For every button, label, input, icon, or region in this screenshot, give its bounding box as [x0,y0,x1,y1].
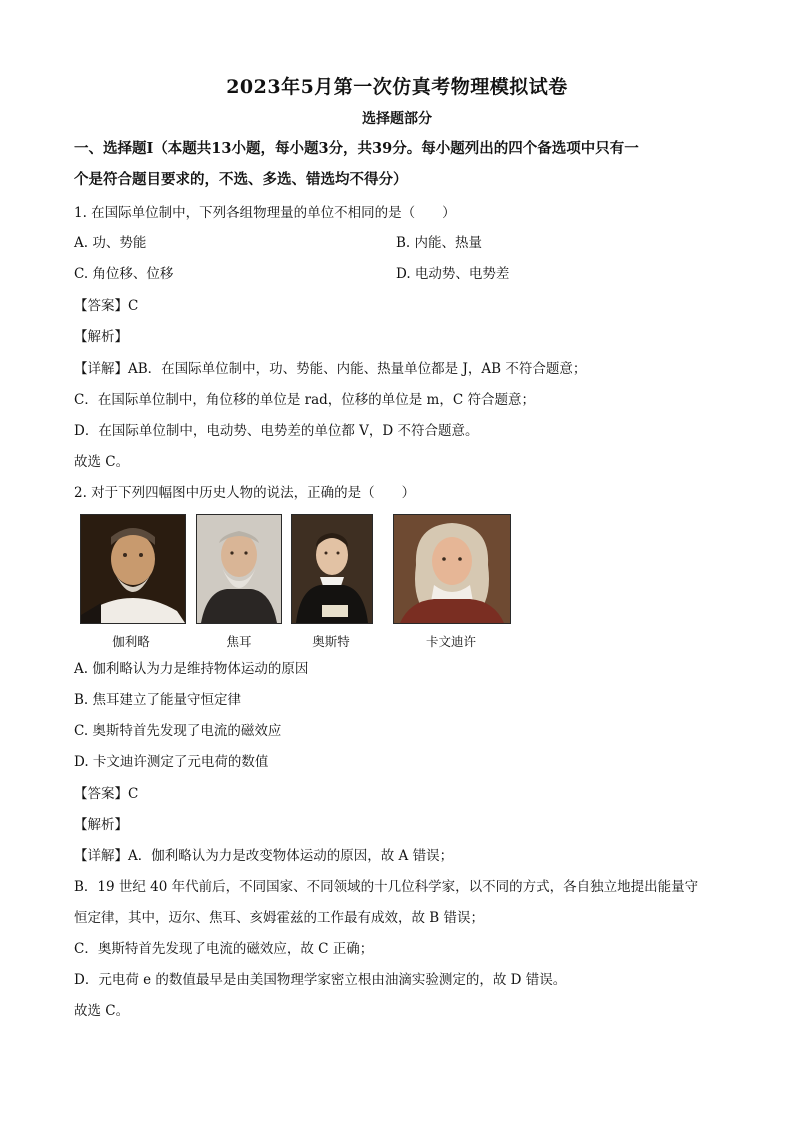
section-heading-line-1: 一、选择题Ⅰ（本题共13小题，每小题3分，共39分。每小题列出的四个备选项中只有一 [74,140,639,157]
portrait-joule-icon [196,514,282,624]
portrait-oersted-icon [291,514,373,624]
q1-option-d: D. 电动势、电势差 [396,266,510,282]
page-title: 2023年5月第一次仿真考物理模拟试卷 [226,76,568,98]
q1-detail-line-3: D．在国际单位制中，电动势、电势差的单位都 V，D 不符合题意。 [74,423,479,439]
portrait-caption-cavendish: 卡文迪许 [425,634,476,649]
q2-conclusion: 故选 C。 [74,1003,130,1019]
q1-stem: 1. 在国际单位制中，下列各组物理量的单位不相同的是（ ） [74,205,456,221]
section-subtitle: 选择题部分 [362,111,432,127]
portrait-cavendish-icon [393,514,511,624]
q2-detail-line-5: D．元电荷 e 的数值最早是由美国物理学家密立根由油滴实验测定的，故 D 错误。 [74,972,567,988]
q2-answer: 【答案】C [74,786,139,802]
q2-analysis-label: 【解析】 [74,817,128,833]
q1-analysis-label: 【解析】 [74,329,128,345]
q2-option-a: A. 伽利略认为力是维持物体运动的原因 [74,661,309,677]
q2-detail-line-3: 恒定律，其中，迈尔、焦耳、亥姆霍兹的工作最有成效，故 B 错误； [74,910,485,926]
q1-detail-line-2: C．在国际单位制中，角位移的单位是 rad，位移的单位是 m，C 符合题意； [74,392,535,408]
q2-option-b: B. 焦耳建立了能量守恒定律 [74,692,242,708]
q1-option-b: B. 内能、热量 [396,235,483,251]
portrait-caption-joule: 焦耳 [226,634,252,649]
q2-stem: 2. 对于下列四幅图中历史人物的说法，正确的是（ ） [74,485,416,501]
portrait-caption-galileo: 伽利略 [112,634,150,649]
q1-conclusion: 故选 C。 [74,454,130,470]
q2-option-c: C. 奥斯特首先发现了电流的磁效应 [74,723,282,739]
q2-detail-line-4: C．奥斯特首先发现了电流的磁效应，故 C 正确； [74,941,374,957]
q2-option-d: D. 卡文迪许测定了元电荷的数值 [74,754,269,770]
q1-answer: 【答案】C [74,298,139,314]
q1-option-a: A. 功、势能 [74,235,147,251]
portrait-caption-oersted: 奥斯特 [312,634,350,649]
q2-detail-line-2: B．19 世纪 40 年代前后，不同国家、不同领域的十几位科学家，以不同的方式，各自独立地提出能量守 [74,879,699,895]
section-heading-line-2: 个是符合题目要求的，不选、多选、错选均不得分） [74,171,408,188]
q1-detail-line-1: 【详解】AB．在国际单位制中，功、势能、内能、热量单位都是 J，AB 不符合题意； [74,361,587,377]
portrait-gallery [78,514,518,654]
q2-detail-line-1: 【详解】A．伽利略认为力是改变物体运动的原因，故 A 错误； [74,848,454,864]
q1-option-c: C. 角位移、位移 [74,266,174,282]
portrait-galileo-icon [80,514,186,624]
